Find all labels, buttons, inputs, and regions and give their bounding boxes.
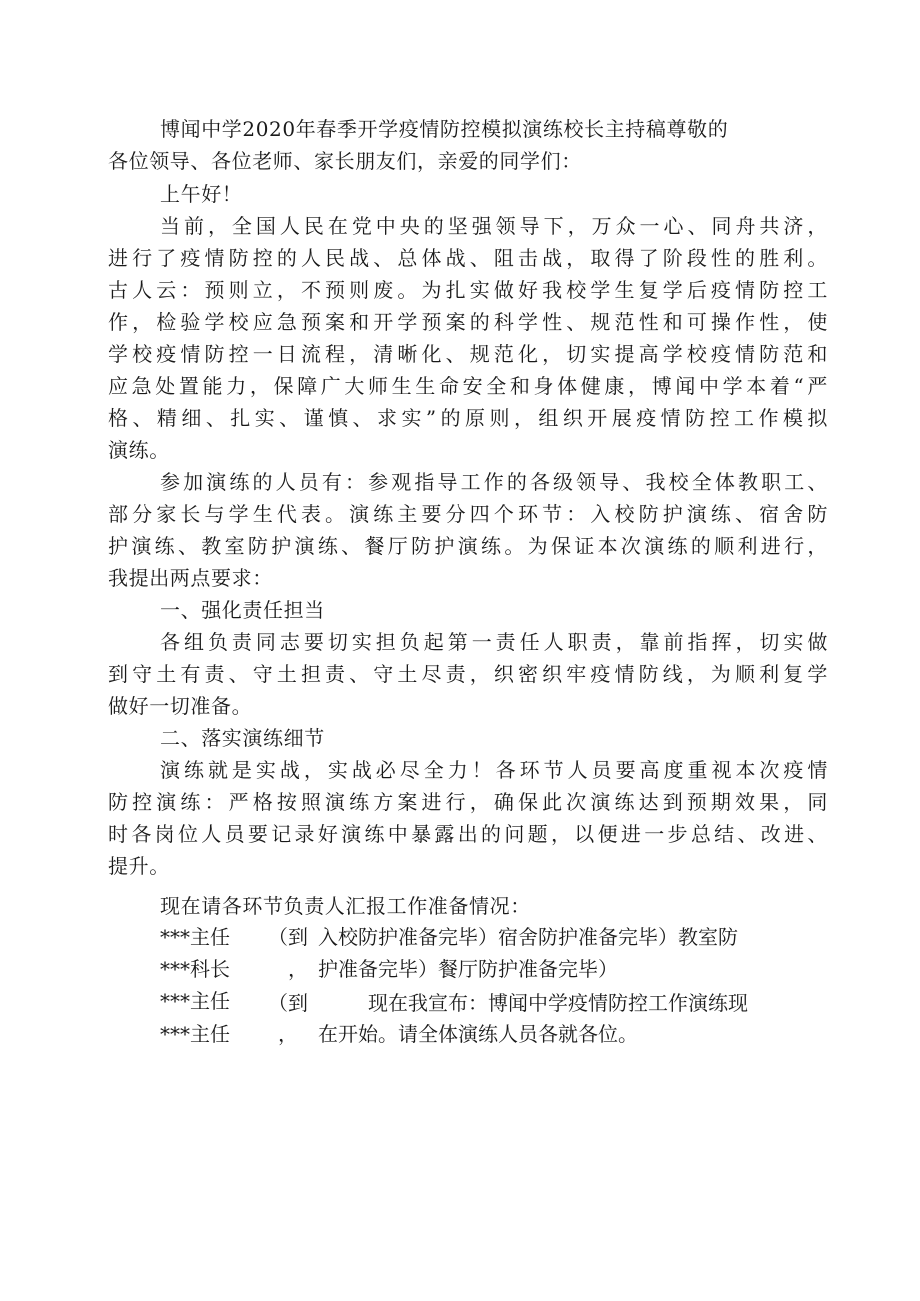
report-role: ***科长 <box>160 957 230 981</box>
para3-line: 各组负责同志要切实担负起第一责任人职责，靠前指挥，切实做 <box>160 630 828 654</box>
report-text: 护准备完毕）餐厅防护准备完毕） <box>318 957 618 981</box>
heading-2: 二、落实演练细节 <box>160 726 325 750</box>
para2-line: 护演练、教室防护演练、餐厅防护演练。为保证本次演练的顺利进行， <box>108 534 828 558</box>
report-mark: （到 <box>268 925 308 949</box>
para1-line: 格、精细、扎实、谨慎、求实”的原则，组织开展疫情防控工作模拟 <box>108 406 828 430</box>
para1-line: 应急处置能力，保障广大师生生命安全和身体健康，博闻中学本着“严 <box>108 374 828 398</box>
para1-line: 作，检验学校应急预案和开学预案的科学性、规范性和可操作性，使 <box>108 310 828 334</box>
report-intro: 现在请各环节负责人汇报工作准备情况： <box>160 894 531 918</box>
para4-line: 时各岗位人员要记录好演练中暴露出的问题，以便进一步总结、改进、 <box>108 822 828 846</box>
para1-line: 进行了疫情防控的人民战、总体战、阻击战，取得了阶段性的胜利。 <box>108 246 828 270</box>
report-text: 入校防护准备完毕）宿舍防护准备完毕）教室防 <box>318 925 738 949</box>
heading-1: 一、强化责任担当 <box>160 598 325 622</box>
para2-line: 部分家长与学生代表。演练主要分四个环节：入校防护演练、宿舍防 <box>108 502 828 526</box>
para1-line: 当前，全国人民在党中央的坚强领导下，万众一心、同舟共济， <box>160 214 828 238</box>
para1-line: 学校疫情防控一日流程，清晰化、规范化，切实提高学校疫情防范和 <box>108 342 828 366</box>
report-mark: ， <box>278 1022 298 1046</box>
para3-line: 到守土有责、守土担责、守土尽责，织密织牢疫情防线，为顺利复学 <box>108 662 828 686</box>
para1-line: 演练。 <box>108 438 170 462</box>
para4-line: 演练就是实战，实战必尽全力！各环节人员要高度重视本次疫情 <box>160 758 828 782</box>
para4-line: 防控演练：严格按照演练方案进行，确保此次演练达到预期效果，同 <box>108 790 828 814</box>
para2-line: 我提出两点要求： <box>108 566 273 590</box>
report-mark: ， <box>288 957 308 981</box>
para4-line: 提升。 <box>108 854 170 878</box>
para3-line: 做好一切准备。 <box>108 694 253 718</box>
report-text: 现在我宣布：博闻中学疫情防控工作演练现 <box>368 991 748 1015</box>
title-line-2: 各位领导、各位老师、家长朋友们，亲爱的同学们： <box>108 149 582 173</box>
report-role: ***主任 <box>160 925 230 949</box>
report-mark: （到 <box>268 991 308 1015</box>
report-role: ***主任 <box>160 989 230 1013</box>
para1-line: 古人云：预则立，不预则废。为扎实做好我校学生复学后疫情防控工 <box>108 278 828 302</box>
report-text: 在开始。请全体演练人员各就各位。 <box>318 1022 638 1046</box>
para2-line: 参加演练的人员有：参观指导工作的各级领导、我校全体教职工、 <box>160 470 828 494</box>
greeting: 上午好！ <box>160 182 243 206</box>
report-role: ***主任 <box>160 1022 230 1046</box>
title-line-1: 博闻中学2020年春季开学疫情防控模拟演练校长主持稿尊敬的 <box>160 117 729 141</box>
